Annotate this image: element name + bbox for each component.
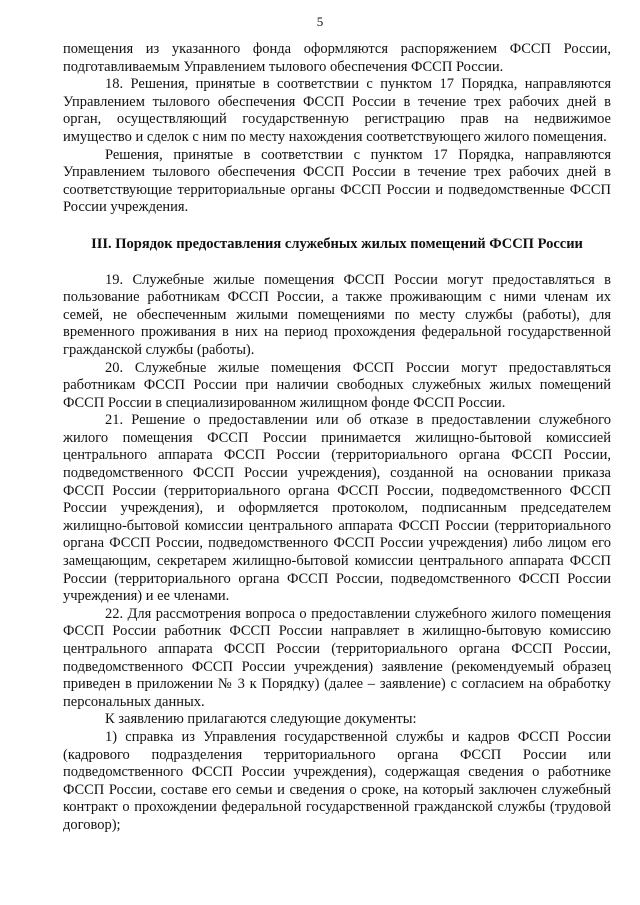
paragraph-17-decisions: Решения, принятые в соответствии с пунктом 17 Порядка, направляются Управлением тылового обеспечения ФССП России в течение трех рабочих дней в соответствующие территориальные органы ФССП России и подведомственные ФССП России учреждения. xyxy=(63,146,611,216)
page-number: 5 xyxy=(316,14,324,29)
paragraph-continuation: помещения из указанного фонда оформляются распоряжением ФССП России, подготавливаемым Управлением тылового обеспечения ФССП России. xyxy=(63,41,611,75)
paragraph-20: 20. Служебные жилые помещения ФССП России могут предоставляться работникам ФССП России при наличии свободных служебных жилых помещений ФССП России в специализированном жилищном фонде ФССП России. xyxy=(63,359,611,411)
paragraph-21: 21. Решение о предоставлении или об отказе в предоставлении служебного жилого помещения ФССП России принимается жилищно-бытовой комиссией центрального аппарата ФССП России (территориального органа ФССП России, подведомственного ФССП России учреждения), созданной на основании приказа ФССП России (территориального органа ФССП России, подведомственного ФССП России учреждения), и оформляется протоколом, подписанным председателем жилищно-бытовой комиссии центрального аппарата ФССП России (территориального органа ФССП России, подведомственного ФССП России учреждения) либо лицом его замещающим, секретарем жилищно-бытовой комиссии центрального аппарата ФССП России (территориального органа ФССП России, подведомственного ФССП России учреждения) и ее членами. xyxy=(63,412,611,605)
document-body xyxy=(63,41,611,835)
paragraph-attachments-intro: К заявлению прилагаются следующие документы: xyxy=(105,711,417,728)
paragraph-item-1: 1) справка из Управления государственной службы и кадров ФССП России (кадрового подразделения территориального органа ФССП России или подведомственного ФССП России учреждения), содержащая сведения о работнике ФССП России, составе его семьи и сведения о сроке, на который заключен служебный контракт о прохождении федеральной государственной гражданской службы (трудовой договор); xyxy=(63,728,611,833)
section-heading: III. Порядок предоставления служебных жилых помещений ФССП России xyxy=(91,235,583,252)
paragraph-22: 22. Для рассмотрения вопроса о предоставлении служебного жилого помещения ФССП России работник ФССП России направляет в жилищно-бытовую комиссию центрального аппарата ФССП России (территориального органа ФССП России, подведомственного ФССП России учреждения) заявление (рекомендуемый образец приведен в приложении № 3 к Порядку) (далее – заявление) с согласием на обработку персональных данных. xyxy=(63,605,611,710)
paragraph-19: 19. Служебные жилые помещения ФССП России могут предоставляться в пользование работникам ФССП России, а также проживающим с ними членам их семей, не обеспеченным жилыми помещениями по месту службы (работы), для временного проживания в них на период прохождения федеральной государственной гражданской службы (работы). xyxy=(63,271,611,358)
paragraph-18: 18. Решения, принятые в соответствии с пунктом 17 Порядка, направляются Управлением тылового обеспечения ФССП России в течение трех рабочих дней в орган, осуществляющий государственную регистрацию прав на недвижимое имущество и сделок с ним по месту нахождения соответствующего жилого помещения. xyxy=(63,76,611,145)
